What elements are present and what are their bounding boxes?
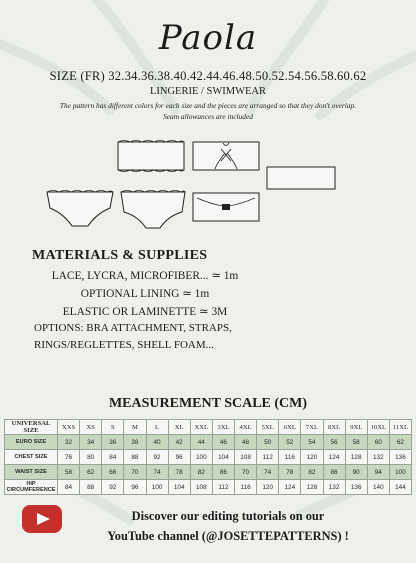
table-cell: 92 [146, 450, 168, 465]
table-cell: 86 [212, 465, 234, 480]
table-cell: 128 [345, 450, 367, 465]
size-header-cell: 3XL [212, 420, 234, 435]
plain-band-drawing [265, 164, 337, 192]
size-header-cell: XXL [190, 420, 212, 435]
size-header-cell: 11XL [389, 420, 411, 435]
seam-allowance-note: Seam allowances are included [163, 112, 253, 121]
size-header-cell: M [124, 420, 146, 435]
materials-options: OPTIONS: BRA ATTACHMENT, STRAPS, [34, 322, 232, 334]
materials-title: MATERIALS & SUPPLIES [32, 248, 208, 263]
table-cell: 104 [212, 450, 234, 465]
table-cell: 144 [389, 480, 411, 495]
table-cell: 70 [235, 465, 257, 480]
table-cell: 52 [279, 435, 301, 450]
table-cell: 84 [58, 480, 80, 495]
table-header-row [5, 420, 412, 435]
table-cell: 100 [190, 450, 212, 465]
table-cell: 82 [301, 465, 323, 480]
table-cell: 54 [301, 435, 323, 450]
table-cell: 124 [279, 480, 301, 495]
table-cell: 50 [257, 435, 279, 450]
size-header-cell: 9XL [345, 420, 367, 435]
row-label: WAIST SIZE [5, 465, 58, 480]
table-cell: 80 [80, 450, 102, 465]
table-cell: 70 [124, 465, 146, 480]
row-label: EURO SIZE [5, 435, 58, 450]
measurement-table [4, 419, 412, 495]
size-header-cell: XL [168, 420, 190, 435]
table-cell: 100 [146, 480, 168, 495]
youtube-promo-line-1: Discover our editing tutorials on our [131, 509, 325, 523]
table-cell: 46 [212, 435, 234, 450]
row-label: HIP CIRCUMFERENCE [6, 481, 56, 493]
table-cell: 104 [168, 480, 190, 495]
table-cell: 94 [367, 465, 389, 480]
table-row [5, 450, 412, 465]
size-header-cell: 5XL [257, 420, 279, 435]
size-range: SIZE (FR) 32.34.36.38.40.42.44.46.48.50.52.54.56.58.60.62 [49, 69, 367, 83]
pattern-category: LINGERIE / SWIMWEAR [149, 86, 267, 97]
table-cell: 82 [190, 465, 212, 480]
table-cell: 60 [367, 435, 389, 450]
size-header-cell: S [102, 420, 124, 435]
table-cell: 38 [124, 435, 146, 450]
table-cell: 124 [323, 450, 345, 465]
size-header-cell: 7XL [301, 420, 323, 435]
table-cell: 100 [389, 465, 411, 480]
table-row [5, 435, 412, 450]
table-row [5, 480, 412, 495]
pattern-title: Paola [158, 18, 258, 58]
table-cell: 108 [190, 480, 212, 495]
table-row [5, 465, 412, 480]
table-cell: 116 [235, 480, 257, 495]
table-cell: 78 [279, 465, 301, 480]
briefs-front-drawing [44, 186, 116, 230]
table-cell: 112 [212, 480, 234, 495]
youtube-promo-line-2[interactable]: YouTube channel (@JOSETTEPATTERNS) ! [107, 529, 349, 543]
bandeau-front-drawing [116, 139, 186, 173]
table-cell: 88 [80, 480, 102, 495]
bandeau-with-clasp-drawing [191, 190, 261, 224]
table-cell: 88 [124, 450, 146, 465]
materials-options-continued: RINGS/REGLETTES, SHELL FOAM... [34, 339, 214, 351]
row-label: UNIVERSAL SIZE [5, 420, 58, 435]
bandeau-back-drawing [191, 139, 261, 173]
table-cell: 44 [190, 435, 212, 450]
table-cell: 48 [235, 435, 257, 450]
table-cell: 74 [146, 465, 168, 480]
table-cell: 58 [345, 435, 367, 450]
table-cell: 96 [168, 450, 190, 465]
materials-elastic: ELASTIC OR LAMINETTE ≃ 3M [62, 306, 228, 318]
table-cell: 92 [102, 480, 124, 495]
size-header-cell: 8XL [323, 420, 345, 435]
measurement-scale-title: MEASUREMENT SCALE (CM) [108, 396, 308, 411]
table-cell: 96 [124, 480, 146, 495]
table-cell: 62 [389, 435, 411, 450]
table-cell: 34 [80, 435, 102, 450]
table-cell: 140 [367, 480, 389, 495]
size-header-cell: 6XL [279, 420, 301, 435]
size-header-cell: XXS [58, 420, 80, 435]
table-cell: 78 [168, 465, 190, 480]
size-header-cell: 10XL [367, 420, 389, 435]
table-cell: 112 [257, 450, 279, 465]
table-cell: 128 [301, 480, 323, 495]
row-label: CHEST SIZE [5, 450, 58, 465]
table-cell: 120 [257, 480, 279, 495]
table-cell: 62 [80, 465, 102, 480]
table-cell: 108 [235, 450, 257, 465]
table-cell: 58 [58, 465, 80, 480]
table-cell: 132 [323, 480, 345, 495]
table-cell: 132 [367, 450, 389, 465]
materials-fabric: LACE, LYCRA, MICROFIBER... ≃ 1m [51, 270, 239, 282]
table-cell: 76 [58, 450, 80, 465]
table-cell: 120 [301, 450, 323, 465]
table-cell: 32 [58, 435, 80, 450]
table-cell: 56 [323, 435, 345, 450]
table-cell: 136 [389, 450, 411, 465]
table-cell: 36 [102, 435, 124, 450]
table-cell: 136 [345, 480, 367, 495]
table-cell: 90 [345, 465, 367, 480]
size-header-cell: 4XL [235, 420, 257, 435]
table-cell: 84 [102, 450, 124, 465]
table-cell: 40 [146, 435, 168, 450]
table-cell: 86 [323, 465, 345, 480]
briefs-back-drawing [118, 186, 188, 232]
table-cell: 116 [279, 450, 301, 465]
size-header-cell: L [146, 420, 168, 435]
table-cell: 74 [257, 465, 279, 480]
pattern-note: The pattern has different colors for each size and the pieces are arranged so that they don't overlap. [59, 101, 357, 110]
size-header-cell: XS [80, 420, 102, 435]
table-cell: 66 [102, 465, 124, 480]
table-cell: 42 [168, 435, 190, 450]
materials-lining: OPTIONAL LINING ≃ 1m [80, 288, 210, 300]
